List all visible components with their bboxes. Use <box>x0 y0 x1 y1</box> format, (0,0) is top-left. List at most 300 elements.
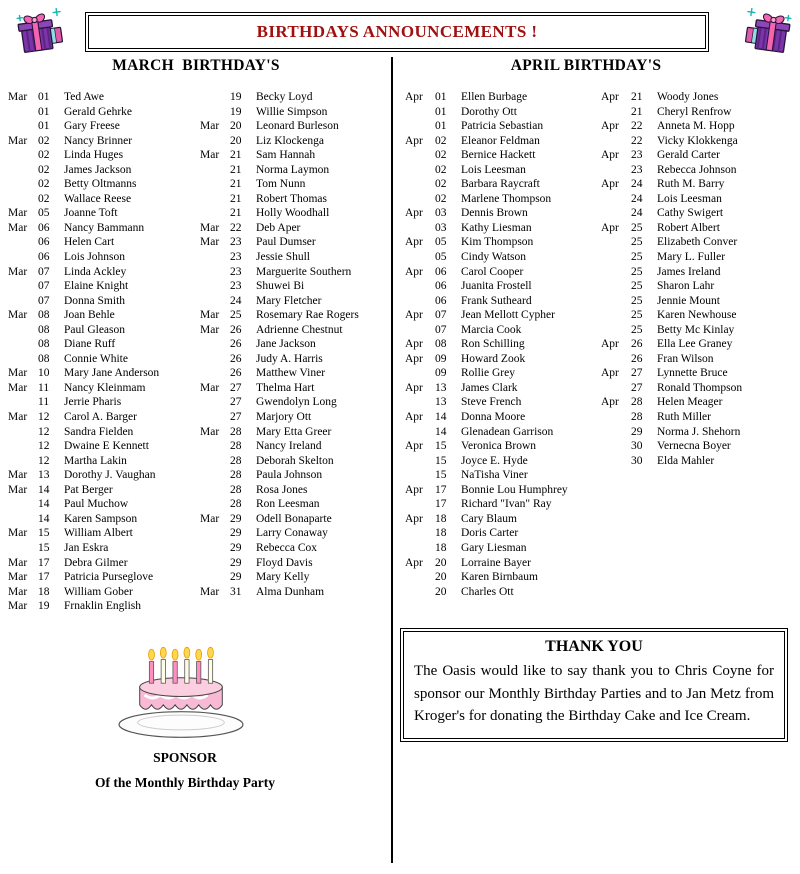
month-label <box>200 294 230 309</box>
month-label <box>8 148 38 163</box>
birthday-row <box>200 148 392 163</box>
month-label: Mar <box>8 134 28 147</box>
month-label <box>200 468 230 483</box>
month-label <box>405 526 435 541</box>
month-label <box>200 163 230 178</box>
birthday-row <box>200 105 392 120</box>
person-name: Thelma Hart <box>256 381 315 394</box>
person-name: Connie White <box>64 352 128 365</box>
month-label: Mar <box>8 91 28 103</box>
day-number: 21 <box>230 178 242 191</box>
birthday-row <box>8 556 200 571</box>
birthday-row <box>601 337 793 352</box>
birthday-row <box>405 381 597 396</box>
birthday-row <box>8 468 200 483</box>
birthday-row <box>200 395 392 410</box>
person-name: Dwaine E Kennett <box>64 440 149 453</box>
month-label <box>405 425 435 440</box>
person-name: Karen Birnbaum <box>461 571 538 584</box>
month-label <box>8 250 38 265</box>
day-number: 28 <box>230 425 242 438</box>
month-label <box>601 425 631 440</box>
person-name: Vernecna Boyer <box>657 440 731 453</box>
month-label: Mar <box>200 236 220 249</box>
person-name: Rollie Grey <box>461 367 515 380</box>
person-name: Norma Laymon <box>256 163 330 176</box>
birthday-row <box>200 425 392 440</box>
day-number: 27 <box>230 396 242 409</box>
day-number: 14 <box>38 512 50 525</box>
birthday-row <box>200 294 392 309</box>
birthday-row <box>8 192 200 207</box>
person-name: Karen Newhouse <box>657 309 737 322</box>
month-label: Apr <box>405 338 423 351</box>
month-label <box>200 337 230 352</box>
month-label: Apr <box>405 91 423 103</box>
month-label <box>405 454 435 469</box>
person-name: Dorothy Ott <box>461 105 517 118</box>
day-number: 02 <box>38 134 50 147</box>
month-label <box>8 105 38 120</box>
day-number: 07 <box>38 280 50 293</box>
day-number: 06 <box>38 251 50 264</box>
day-number: 25 <box>631 323 643 336</box>
gift-icon <box>15 3 67 57</box>
person-name: Paul Dumser <box>256 236 316 249</box>
birthday-row <box>601 454 793 469</box>
month-label: Apr <box>601 338 619 351</box>
birthday-row <box>601 381 793 396</box>
person-name: James Ireland <box>657 265 721 278</box>
person-name: Veronica Brown <box>461 440 537 453</box>
person-name: Gary Freese <box>64 120 120 133</box>
day-number: 09 <box>435 352 447 365</box>
month-label <box>200 395 230 410</box>
day-number: 29 <box>230 512 242 525</box>
person-name: Debra Gilmer <box>64 556 128 569</box>
month-label: Mar <box>8 411 28 424</box>
person-name: Sandra Fielden <box>64 425 134 438</box>
day-number: 01 <box>435 91 447 103</box>
person-name: Lois Leesman <box>657 192 722 205</box>
person-name: Helen Meager <box>657 396 723 409</box>
day-number: 29 <box>230 527 242 540</box>
birthday-row <box>601 221 793 236</box>
birthday-row <box>8 294 200 309</box>
birthday-row <box>405 410 597 425</box>
birthday-row <box>200 497 392 512</box>
person-name: Jennie Mount <box>657 294 720 307</box>
person-name: Matthew Viner <box>256 367 326 380</box>
person-name: Nancy Kleinmam <box>64 381 146 394</box>
person-name: Elda Mahler <box>657 454 715 467</box>
person-name: Betty Mc Kinlay <box>657 323 735 336</box>
person-name: Frnaklin English <box>64 600 141 613</box>
day-number: 11 <box>38 381 50 394</box>
birthday-row <box>601 410 793 425</box>
month-label <box>8 512 38 527</box>
person-name: Becky Loyd <box>256 91 313 103</box>
birthday-row <box>405 585 597 600</box>
birthday-row <box>8 599 200 614</box>
month-label <box>405 250 435 265</box>
day-number: 26 <box>631 338 643 351</box>
birthday-row <box>200 454 392 469</box>
month-label: Mar <box>200 512 220 525</box>
march-list-col1 <box>8 90 200 614</box>
month-label: Apr <box>405 236 423 249</box>
birthday-row <box>8 439 200 454</box>
person-name: Mary Etta Greer <box>256 425 332 438</box>
birthday-row <box>8 250 200 265</box>
day-number: 20 <box>435 571 447 584</box>
birthday-row <box>200 265 392 280</box>
birthday-row <box>200 250 392 265</box>
day-number: 21 <box>631 91 643 103</box>
person-name: Linda Huges <box>64 149 124 162</box>
birthday-row <box>8 105 200 120</box>
day-number: 23 <box>230 251 242 264</box>
birthday-row <box>200 410 392 425</box>
birthday-row <box>405 483 597 498</box>
person-name: Steve French <box>461 396 522 409</box>
birthday-row <box>601 323 793 338</box>
day-number: 01 <box>435 120 447 133</box>
day-number: 23 <box>631 149 643 162</box>
birthday-row <box>8 235 200 250</box>
day-number: 09 <box>435 367 447 380</box>
birthday-row <box>8 585 200 600</box>
birthday-row <box>405 425 597 440</box>
person-name: Shuwei Bi <box>256 280 305 293</box>
birthday-row <box>200 119 392 134</box>
day-number: 08 <box>38 352 50 365</box>
gift-icon <box>741 3 793 57</box>
person-name: Ted Awe <box>64 91 104 103</box>
person-name: Cary Blaum <box>461 512 517 525</box>
birthday-row <box>405 556 597 571</box>
month-label <box>405 468 435 483</box>
day-number: 28 <box>230 498 242 511</box>
month-label <box>200 454 230 469</box>
month-label <box>8 454 38 469</box>
person-name: Liz Klockenga <box>256 134 325 147</box>
month-label: Mar <box>8 221 28 234</box>
person-name: Gary Liesman <box>461 541 527 554</box>
birthday-row <box>200 512 392 527</box>
person-name: Ruth Miller <box>657 411 711 424</box>
birthday-row <box>8 541 200 556</box>
day-number: 17 <box>435 483 447 496</box>
month-label <box>601 439 631 454</box>
person-name: Bernice Hackett <box>461 149 536 162</box>
month-label: Apr <box>405 352 423 365</box>
month-label <box>405 323 435 338</box>
month-label: Apr <box>405 512 423 525</box>
person-name: Bonnie Lou Humphrey <box>461 483 568 496</box>
birthday-row <box>200 90 392 105</box>
birthday-row <box>200 556 392 571</box>
month-label <box>405 366 435 381</box>
birthday-row <box>200 352 392 367</box>
birthday-row <box>405 294 597 309</box>
month-label: Apr <box>405 207 423 220</box>
day-number: 05 <box>38 207 50 220</box>
day-number: 07 <box>435 309 447 322</box>
person-name: Willie Simpson <box>256 105 328 118</box>
april-list-col2 <box>601 90 793 468</box>
birthday-row <box>601 148 793 163</box>
person-name: Floyd Davis <box>256 556 313 569</box>
person-name: Lorraine Bayer <box>461 556 531 569</box>
day-number: 10 <box>38 367 50 380</box>
person-name: Mary L. Fuller <box>657 251 726 264</box>
day-number: 25 <box>631 251 643 264</box>
birthday-row <box>405 454 597 469</box>
day-number: 28 <box>230 440 242 453</box>
april-heading: APRIL BIRTHDAY'S <box>510 57 662 74</box>
birthday-row <box>200 323 392 338</box>
birthday-row <box>8 163 200 178</box>
day-number: 17 <box>435 498 447 511</box>
month-label <box>8 235 38 250</box>
person-name: Carol Cooper <box>461 265 524 278</box>
day-number: 23 <box>230 265 242 278</box>
person-name: Lois Johnson <box>64 251 126 264</box>
month-label <box>200 570 230 585</box>
day-number: 06 <box>435 294 447 307</box>
month-label: Mar <box>200 425 220 438</box>
person-name: Ron Schilling <box>461 338 525 351</box>
birthday-row <box>8 90 200 105</box>
month-label <box>200 90 230 105</box>
month-label <box>8 439 38 454</box>
person-name: Ellen Burbage <box>461 91 528 103</box>
birthday-row <box>8 395 200 410</box>
month-label <box>405 221 435 236</box>
thank-you-box <box>400 628 788 742</box>
birthday-row <box>405 105 597 120</box>
month-label: Mar <box>8 556 28 569</box>
day-number: 25 <box>631 280 643 293</box>
birthday-row <box>601 308 793 323</box>
birthday-row <box>8 308 200 323</box>
month-label: Mar <box>8 381 28 394</box>
month-label <box>8 425 38 440</box>
person-name: Mary Jane Anderson <box>64 367 160 380</box>
day-number: 06 <box>38 236 50 249</box>
month-label <box>601 308 631 323</box>
day-number: 25 <box>631 309 643 322</box>
birthday-row <box>601 105 793 120</box>
birthday-row <box>405 337 597 352</box>
birthday-row <box>200 585 392 600</box>
person-name: Nancy Ireland <box>256 440 322 453</box>
month-label <box>200 352 230 367</box>
day-number: 02 <box>435 163 447 176</box>
month-label: Apr <box>405 381 423 394</box>
month-label: Apr <box>405 265 423 278</box>
day-number: 17 <box>38 571 50 584</box>
month-label <box>601 134 631 149</box>
person-name: Wallace Reese <box>64 192 132 205</box>
day-number: 12 <box>38 454 50 467</box>
birthday-row <box>405 497 597 512</box>
person-name: William Albert <box>64 527 133 540</box>
day-number: 02 <box>435 134 447 147</box>
month-label <box>405 497 435 512</box>
birthday-row <box>200 381 392 396</box>
month-label: Mar <box>8 265 28 278</box>
birthday-row <box>405 265 597 280</box>
day-number: 27 <box>230 411 242 424</box>
birthday-row <box>200 192 392 207</box>
person-name: Juanita Frostell <box>461 280 532 293</box>
person-name: Marjory Ott <box>256 411 312 424</box>
person-name: Paul Gleason <box>64 323 126 336</box>
march-list-col2 <box>200 90 392 599</box>
day-number: 02 <box>38 163 50 176</box>
sponsor-subtitle: Of the Monthly Birthday Party <box>95 775 275 790</box>
day-number: 21 <box>230 163 242 176</box>
month-label <box>8 541 38 556</box>
march-heading: MARCH BIRTHDAY'S <box>112 57 280 74</box>
person-name: Joyce E. Hyde <box>461 454 528 467</box>
person-name: Larry Conaway <box>256 527 328 540</box>
person-name: Cheryl Renfrow <box>657 105 732 118</box>
day-number: 05 <box>435 236 447 249</box>
person-name: Norma J. Shehorn <box>657 425 741 438</box>
birthday-row <box>601 235 793 250</box>
month-label <box>200 265 230 280</box>
birthday-row <box>200 526 392 541</box>
day-number: 19 <box>230 91 242 103</box>
day-number: 26 <box>230 352 242 365</box>
birthday-row <box>405 119 597 134</box>
birthday-row <box>8 323 200 338</box>
day-number: 28 <box>631 411 643 424</box>
day-number: 02 <box>38 192 50 205</box>
month-label <box>8 352 38 367</box>
person-name: Paul Muchow <box>64 498 129 511</box>
birthday-row <box>601 90 793 105</box>
month-label: Mar <box>200 120 220 133</box>
person-name: Kathy Liesman <box>461 221 532 234</box>
person-name: Richard "Ivan" Ray <box>461 498 552 511</box>
birthday-row <box>405 235 597 250</box>
sponsor-block <box>25 750 345 791</box>
month-label: Apr <box>405 134 423 147</box>
person-name: Carol A. Barger <box>64 411 137 424</box>
day-number: 25 <box>631 294 643 307</box>
day-number: 24 <box>631 207 643 220</box>
day-number: 22 <box>230 221 242 234</box>
day-number: 25 <box>631 221 643 234</box>
month-label <box>601 206 631 221</box>
day-number: 03 <box>435 221 447 234</box>
month-label: Mar <box>8 309 28 322</box>
birthday-row <box>405 468 597 483</box>
person-name: Judy A. Harris <box>256 352 323 365</box>
person-name: Alma Dunham <box>256 585 325 598</box>
person-name: Jessie Shull <box>256 251 310 264</box>
month-label <box>405 585 435 600</box>
person-name: NaTisha Viner <box>461 469 528 482</box>
month-label: Apr <box>405 411 423 424</box>
month-label <box>200 250 230 265</box>
day-number: 30 <box>631 454 643 467</box>
month-label: Apr <box>601 91 619 103</box>
birthday-row <box>8 454 200 469</box>
person-name: Sam Hannah <box>256 149 316 162</box>
month-label <box>601 163 631 178</box>
month-label <box>405 294 435 309</box>
thank-you-body: The Oasis would like to say thank you to Chris Coyne for sponsor our Monthly Birthday Parties and to Jan Metz from Kroger's for donating the Birthday Cake and Ice Cream. <box>414 663 774 724</box>
month-label: Mar <box>8 469 28 482</box>
day-number: 07 <box>38 265 50 278</box>
person-name: Howard Zook <box>461 352 526 365</box>
month-label: Mar <box>200 585 220 598</box>
person-name: Joan Behle <box>64 309 115 322</box>
day-number: 01 <box>38 120 50 133</box>
birthday-row <box>601 119 793 134</box>
birthday-row <box>200 221 392 236</box>
month-label: Mar <box>200 309 220 322</box>
day-number: 20 <box>230 120 242 133</box>
month-label <box>405 119 435 134</box>
day-number: 15 <box>38 541 50 554</box>
birthday-row <box>405 177 597 192</box>
person-name: Helen Cart <box>64 236 115 249</box>
day-number: 29 <box>631 425 643 438</box>
person-name: Patricia Sebastian <box>461 120 544 133</box>
day-number: 07 <box>435 323 447 336</box>
day-number: 29 <box>230 541 242 554</box>
month-label <box>601 410 631 425</box>
person-name: James Jackson <box>64 163 132 176</box>
month-label <box>200 366 230 381</box>
birthday-row <box>405 250 597 265</box>
birthday-row <box>601 265 793 280</box>
month-label <box>200 410 230 425</box>
birthday-row <box>601 352 793 367</box>
month-label: Mar <box>200 323 220 336</box>
month-label <box>8 279 38 294</box>
birthday-row <box>8 352 200 367</box>
person-name: Barbara Raycraft <box>461 178 540 191</box>
birthday-row <box>200 439 392 454</box>
person-name: Robert Thomas <box>256 192 328 205</box>
birthday-row <box>601 206 793 221</box>
person-name: Jerrie Pharis <box>64 396 122 409</box>
person-name: Fran Wilson <box>657 352 714 365</box>
person-name: Cathy Swigert <box>657 207 724 220</box>
birthday-row <box>200 235 392 250</box>
person-name: Gerald Carter <box>657 149 720 162</box>
month-label: Apr <box>601 367 619 380</box>
day-number: 14 <box>435 411 447 424</box>
day-number: 25 <box>631 265 643 278</box>
person-name: Rosemary Rae Rogers <box>256 309 359 322</box>
month-label <box>601 381 631 396</box>
person-name: Martha Lakin <box>64 454 127 467</box>
month-label <box>200 177 230 192</box>
birthday-row <box>405 308 597 323</box>
person-name: Dorothy J. Vaughan <box>64 469 156 482</box>
month-label <box>8 497 38 512</box>
person-name: Vicky Klokkenga <box>657 134 738 147</box>
person-name: Donna Moore <box>461 411 526 424</box>
